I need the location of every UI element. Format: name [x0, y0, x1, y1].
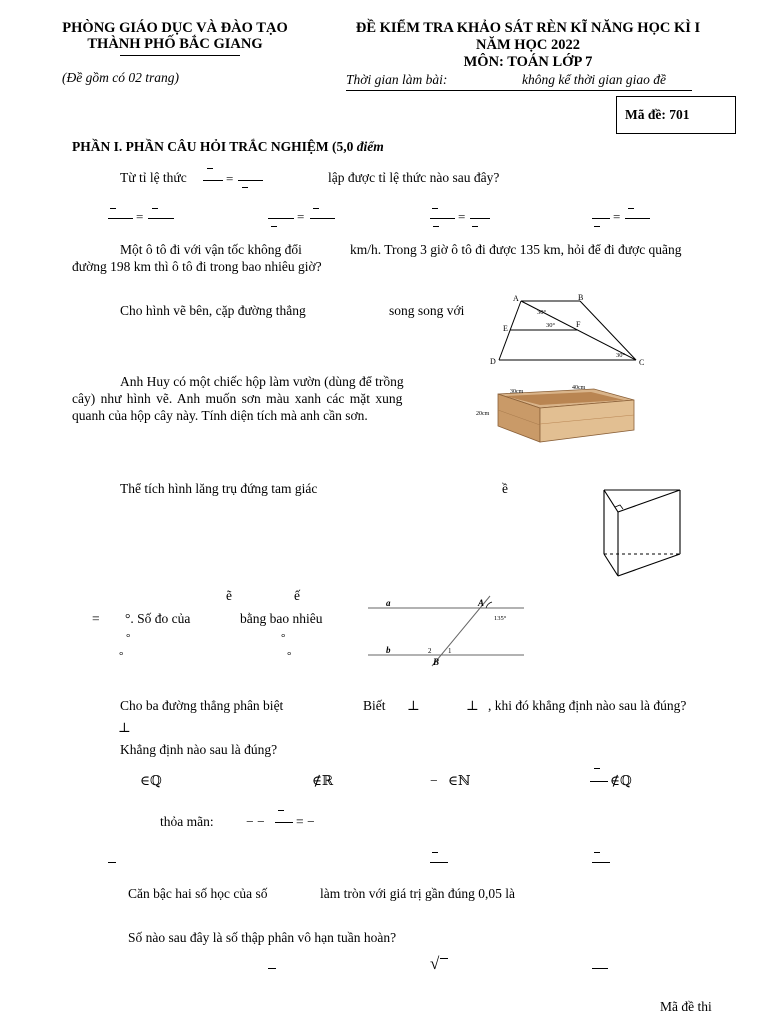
q5-text: Thể tích hình lăng trụ đứng tam giác — [120, 481, 318, 496]
q1-opt-b-tick1 — [271, 226, 277, 227]
q1-opt-b-eq: = — [297, 209, 305, 224]
section-title-italic: điểm — [356, 139, 384, 154]
label-angle-2: 2 — [428, 647, 432, 655]
q1-opt-d-eq: = — [613, 209, 621, 224]
section-title-main: PHẦN I. PHẦN CÂU HỎI TRẮC NGHIỆM (5,0 — [72, 139, 354, 154]
q9-opt-d-tick — [594, 852, 600, 853]
q3-text-b: song song với — [389, 303, 465, 318]
q6-text-a: °. Số đo của — [125, 611, 191, 626]
q1-equals: = — [226, 171, 234, 186]
angle-label-2: 30° — [546, 322, 556, 329]
q9-frac-tick — [278, 810, 284, 811]
label-a: A — [513, 294, 519, 303]
q8-opt-d: ∉ℚ — [610, 773, 632, 788]
q10-text-a: Căn bậc hai số học của số — [128, 886, 268, 901]
q1-opt-b-tick2 — [313, 208, 319, 209]
time-note: không kể thời gian giao đề — [522, 72, 667, 87]
q8-text: Khẳng định nào sau là đúng? — [120, 742, 278, 757]
q1-opt-a-bar2 — [148, 218, 174, 219]
q1-text-before: Từ tỉ lệ thức — [120, 170, 187, 185]
q6-frag1: ẽ — [226, 588, 232, 603]
triangular-prism-figure — [598, 488, 684, 580]
q9-expr-b: = − — [296, 814, 315, 829]
q8-opt-d-bar — [590, 781, 608, 782]
label-angle-1: 1 — [448, 647, 452, 655]
box-dim-40cm: 40cm — [572, 385, 586, 391]
q6-frag2: ế — [294, 588, 300, 603]
q9-opt-a-bar — [108, 862, 116, 863]
q8-opt-b: ∉ℝ — [312, 773, 334, 788]
header-underline-left — [120, 55, 240, 56]
q1-opt-d-tick1 — [594, 226, 600, 227]
q4-line1: Anh Huy có một chiếc hộp làm vườn (dùng để trồng — [120, 374, 404, 389]
q1-opt-a-tick — [110, 208, 116, 209]
q6-opt-d-deg: ° — [287, 650, 292, 662]
label-f: F — [576, 320, 581, 329]
q6-opt-b-deg: ° — [281, 632, 286, 644]
q1-opt-a-tick2 — [152, 208, 158, 209]
footer-exam-code: Mã đề thi — [660, 999, 712, 1014]
label-point-a: A — [478, 598, 485, 608]
q9-expr-a: − − — [246, 814, 265, 829]
q1-opt-c-bar2 — [470, 218, 490, 219]
q7-text-a: Cho ba đường thẳng phân biệt — [120, 698, 284, 713]
label-e: E — [503, 324, 508, 333]
time-label: Thời gian làm bài: — [346, 72, 448, 87]
q7-text-c: , khi đó khẳng định nào sau là đúng? — [488, 698, 687, 713]
q9-opt-c-tick — [432, 852, 438, 853]
q2-line2: đường 198 km thì ô tô đi trong bao nhiêu giờ? — [72, 259, 322, 274]
q8-opt-a: ∈ℚ — [140, 773, 162, 788]
q5-tail: ề — [502, 481, 508, 496]
section-title — [72, 139, 384, 155]
trapezoid-figure — [486, 292, 654, 370]
q8-opt-c: ∈ℕ — [448, 773, 471, 788]
q11-opt-c-sqrt-bar — [440, 958, 448, 959]
label-d: D — [490, 357, 496, 366]
q4-line2: cây) như hình vẽ. Anh muốn sơn màu xanh các mặt xung — [72, 391, 403, 406]
parallel-lines-figure — [366, 594, 528, 668]
q11-opt-d-bar — [592, 968, 608, 969]
wooden-box-image — [474, 384, 642, 454]
q8-opt-c-minus: − — [430, 773, 438, 788]
exam-code-box — [616, 96, 736, 134]
q1-opt-d-bar1 — [592, 218, 610, 219]
q6-text-b: bằng bao nhiêu — [240, 611, 323, 626]
q1-opt-c-bar1 — [430, 218, 455, 219]
q11-text: Số nào sau đây là số thập phân vô hạn tuần hoàn? — [128, 930, 397, 945]
q9-text: thỏa mãn: — [160, 814, 214, 829]
label-b: B — [578, 293, 584, 302]
label-line-a: a — [386, 598, 391, 608]
q1-frac-bar-right — [238, 180, 263, 181]
time-underline — [346, 90, 692, 91]
q1-frac-num-tick — [207, 168, 213, 169]
school-year: NĂM HỌC 2022 — [476, 37, 580, 53]
q11-opt-a-bar — [268, 968, 276, 969]
q6-opt-a-deg: ° — [126, 632, 131, 644]
q1-frac-den-tick — [242, 187, 248, 188]
q1-opt-d-bar2 — [625, 218, 650, 219]
q1-opt-c-tick3 — [472, 226, 478, 227]
q1-opt-b-bar1 — [268, 218, 294, 219]
city-name: THÀNH PHỐ BẮC GIANG — [87, 36, 263, 52]
angle-label-3: 30° — [616, 352, 626, 359]
q1-opt-c-tick1 — [432, 208, 438, 209]
box-dim-30cm: 30cm — [510, 389, 524, 395]
exam-title: ĐỀ KIỂM TRA KHẢO SÁT RÈN KĨ NĂNG HỌC KÌ I — [355, 20, 701, 36]
label-point-b: B — [433, 657, 440, 667]
q7-perp-1: ⊥ — [407, 698, 420, 713]
q7-perp-2: ⊥ — [466, 698, 479, 713]
q8-opt-d-tick — [594, 768, 600, 769]
q9-opt-c-bar — [430, 862, 448, 863]
q1-opt-c-eq: = — [458, 209, 466, 224]
exam-code: Mã đề: 701 — [625, 107, 690, 122]
label-c: C — [639, 358, 645, 367]
q2-line1-b: km/h. Trong 3 giờ ô tô đi được 135 km, hỏi để đi được quãng — [350, 242, 682, 257]
q1-opt-a-eq: = — [136, 209, 144, 224]
q9-opt-d-bar — [592, 862, 610, 863]
page-count-note: (Đề gồm có 02 trang) — [62, 70, 179, 85]
q2-line1-a: Một ô tô đi với vận tốc không đổi — [120, 242, 302, 257]
segment-bc — [580, 301, 636, 360]
q1-text-after: lập được tỉ lệ thức nào sau đây? — [328, 170, 500, 185]
department-name: PHÒNG GIÁO DỤC VÀ ĐÀO TẠO — [62, 20, 288, 36]
q10-text-b: làm tròn với giá trị gần đúng 0,05 là — [320, 886, 515, 901]
q1-opt-a-bar1 — [108, 218, 133, 219]
q7-perp-3: ⊥ — [118, 720, 131, 735]
q6-eq: = — [92, 611, 100, 626]
q9-frac-bar — [275, 822, 293, 823]
q3-text-a: Cho hình vẽ bên, cặp đường thẳng — [120, 303, 306, 318]
angle-label-1: 30° — [537, 309, 547, 316]
q1-opt-d-tick2 — [628, 208, 634, 209]
label-angle-135: 135° — [494, 615, 507, 622]
box-dim-20cm: 20cm — [476, 411, 490, 417]
subject: MÔN: TOÁN LỚP 7 — [463, 54, 593, 70]
q6-opt-c-deg: ° — [119, 650, 124, 662]
label-line-b: b — [386, 645, 391, 655]
q7-text-b: Biết — [363, 698, 386, 713]
q1-opt-b-bar2 — [310, 218, 335, 219]
q11-opt-c-sqrt: √ — [430, 954, 440, 973]
q1-frac-bar-left — [203, 180, 223, 181]
q1-opt-c-tick2 — [433, 226, 439, 227]
q4-line3: quanh của hộp cây này. Tính diện tích mà anh cần sơn. — [72, 408, 368, 423]
